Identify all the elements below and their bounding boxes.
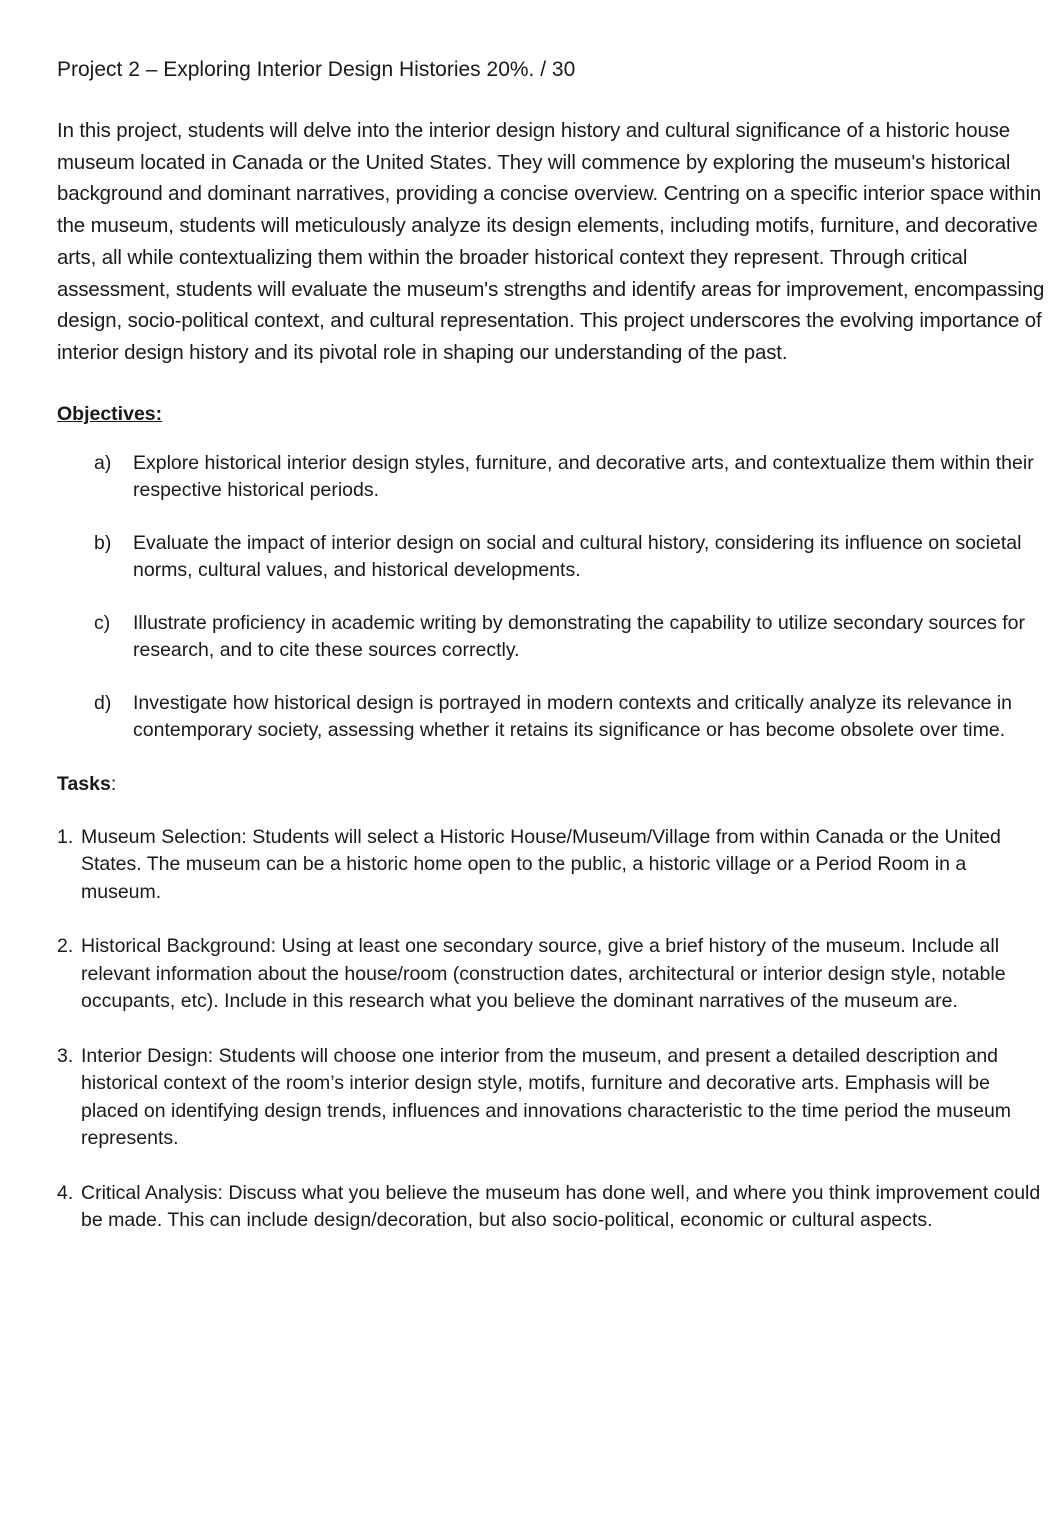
task-text: Critical Analysis: Discuss what you believe the museum has done well, and where you think improvement could be made. This can include design/decoration, but also socio-political, economic or cultural aspects. — [81, 1181, 1041, 1232]
objective-item — [57, 530, 1047, 585]
task-item — [57, 933, 1047, 1016]
tasks-heading — [57, 770, 1047, 798]
objectives-heading: Objectives: — [57, 402, 163, 425]
objective-marker: c) — [94, 611, 111, 634]
task-marker: 4. — [57, 1181, 74, 1204]
tasks-heading-label: Tasks — [57, 772, 111, 795]
objective-item — [57, 610, 1047, 665]
objectives-list — [57, 450, 1047, 745]
task-text: Interior Design: Students will choose one interior from the museum, and present a detailed description and historical context of the room’s interior design style, motifs, furniture and decorative arts. Emphasis will be placed on identifying design trends, influences and innovations characteristic to the time period the museum represents. — [81, 1044, 1012, 1150]
objective-item — [57, 690, 1047, 745]
objective-marker: b) — [94, 531, 112, 554]
task-item — [57, 824, 1047, 907]
objective-text: Explore historical interior design styles, furniture, and decorative arts, and contextualize them within their respective historical periods. — [133, 451, 1034, 502]
task-marker: 1. — [57, 825, 74, 848]
document-page — [57, 54, 1047, 1262]
task-item — [57, 1180, 1047, 1235]
task-item — [57, 1043, 1047, 1153]
objective-marker: d) — [94, 691, 112, 714]
objective-text: Illustrate proficiency in academic writing by demonstrating the capability to utilize secondary sources for research, and to cite these sources correctly. — [133, 611, 1026, 662]
objective-item — [57, 450, 1047, 505]
task-marker: 2. — [57, 935, 74, 958]
objective-text: Investigate how historical design is portrayed in modern contexts and critically analyze its relevance in contemporary society, assessing whether it retains its significance or has become obsolete over time. — [133, 691, 1013, 742]
task-marker: 3. — [57, 1044, 74, 1067]
objective-text: Evaluate the impact of interior design on social and cultural history, considering its influence on societal norms, cultural values, and historical developments. — [133, 531, 1022, 582]
objective-marker: a) — [94, 451, 112, 474]
intro-paragraph: In this project, students will delve into the interior design history and cultural significance of a historic house museum located in Canada or the United States. They will commence by exploring the museum's historical background and dominant narratives, providing a concise overview. Centring on a specific interior space within the museum, students will meticulously analyze its design elements, including motifs, furniture, and decorative arts, all while contextualizing them within the broader historical context they represent. Through critical assessment, students will evaluate the museum's strengths and identify areas for improvement, encompassing design, socio-political context, and cultural representation. This project underscores the evolving importance of interior design history and its pivotal role in shaping our understanding of the past. — [57, 120, 1045, 364]
task-text: Museum Selection: Students will select a Historic House/Museum/Village from within Canada or the United States. The museum can be a historic home open to the public, a historic village or a Period Room in a museum. — [81, 825, 1001, 903]
tasks-list — [57, 824, 1047, 1235]
task-text: Historical Background: Using at least one secondary source, give a brief history of the museum. Include all relevant information about the house/room (construction dates, architectural or interior design style, notable occupants, etc). Include in this research what you believe the dominant narratives of the museum are. — [81, 935, 1006, 1013]
document-title: Project 2 – Exploring Interior Design Histories 20%. / 30 — [57, 58, 576, 81]
tasks-heading-colon: : — [110, 772, 117, 795]
